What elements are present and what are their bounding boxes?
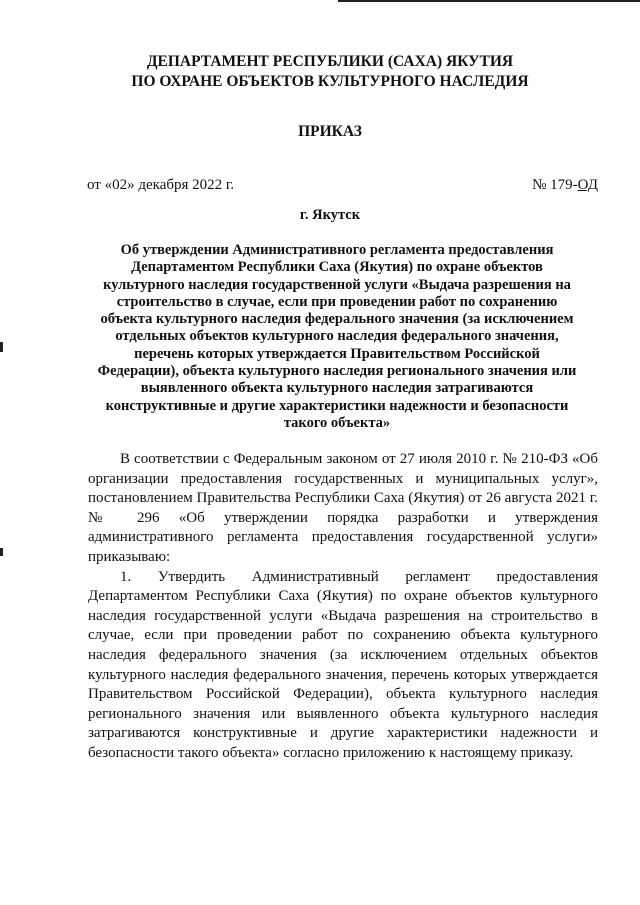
city: г. Якутск (299, 207, 361, 223)
department-header (60, 52, 600, 92)
order-subject: Об утверждении Административного регламента предоставления Департаментом Республики Саха (Якутия) по охране объектов культурного наследия государственной услуги «Выдача разрешения на строительство в случае, если при проведении работ по сохранению объекта культурного наследия федерального значения (за исключением отдельных объектов культурного наследия федерального значения, перечень которых утверждается Правительством Российской Федерации), объекта культурного наследия регионального значения или выявленного объекта культурного наследия затрагиваются конструктивные и другие характеристики надежности и безопасности такого объекта» (97, 242, 577, 431)
order-body (88, 450, 598, 764)
scan-margin-mark (0, 548, 3, 556)
order-number (532, 177, 598, 194)
body-paragraph-2: 1. Утвердить Административный регламент предоставления Департаментом Республики Саха (Якутия) по охране объектов культурного наследия государственной услуги «Выдача разрешения на строительство в случае, если при проведении работ по сохранению объекта культурного наследия федерального значения (за исключением отдельных объектов культурного наследия федерального значения, перечень которых утверждается Правительством Российской Федерации), объекта культурного наследия регионального значения или выявленного объекта культурного наследия затрагиваются конструктивные и другие характеристики надежности и безопасности такого объекта» согласно приложению к настоящему приказу. (88, 568, 598, 761)
document-title: ПРИКАЗ (298, 123, 362, 140)
body-paragraph-1: В соответствии с Федеральным законом от 27 июля 2010 г. № 210-ФЗ «Об организации предоставления государственных и муниципальных услуг», постановлением Правительства Республики Саха (Якутия) от 26 августа 2021 г. № 296 «Об утверждении порядка разработки и утверждения административного регламента предоставления государственной услуги» приказываю: (88, 451, 598, 565)
header-line-1: ДЕПАРТАМЕНТ РЕСПУБЛИКИ (САХА) ЯКУТИЯ (146, 53, 514, 70)
order-number-prefix: № 179- (532, 177, 578, 193)
scan-margin-mark (0, 342, 3, 352)
order-number-suffix: ОД (577, 177, 598, 193)
scan-edge-line (338, 0, 640, 2)
header-line-2: ПО ОХРАНЕ ОБЪЕКТОВ КУЛЬТУРНОГО НАСЛЕДИЯ (131, 73, 529, 90)
order-date: от «02» декабря 2022 г. (87, 177, 235, 193)
